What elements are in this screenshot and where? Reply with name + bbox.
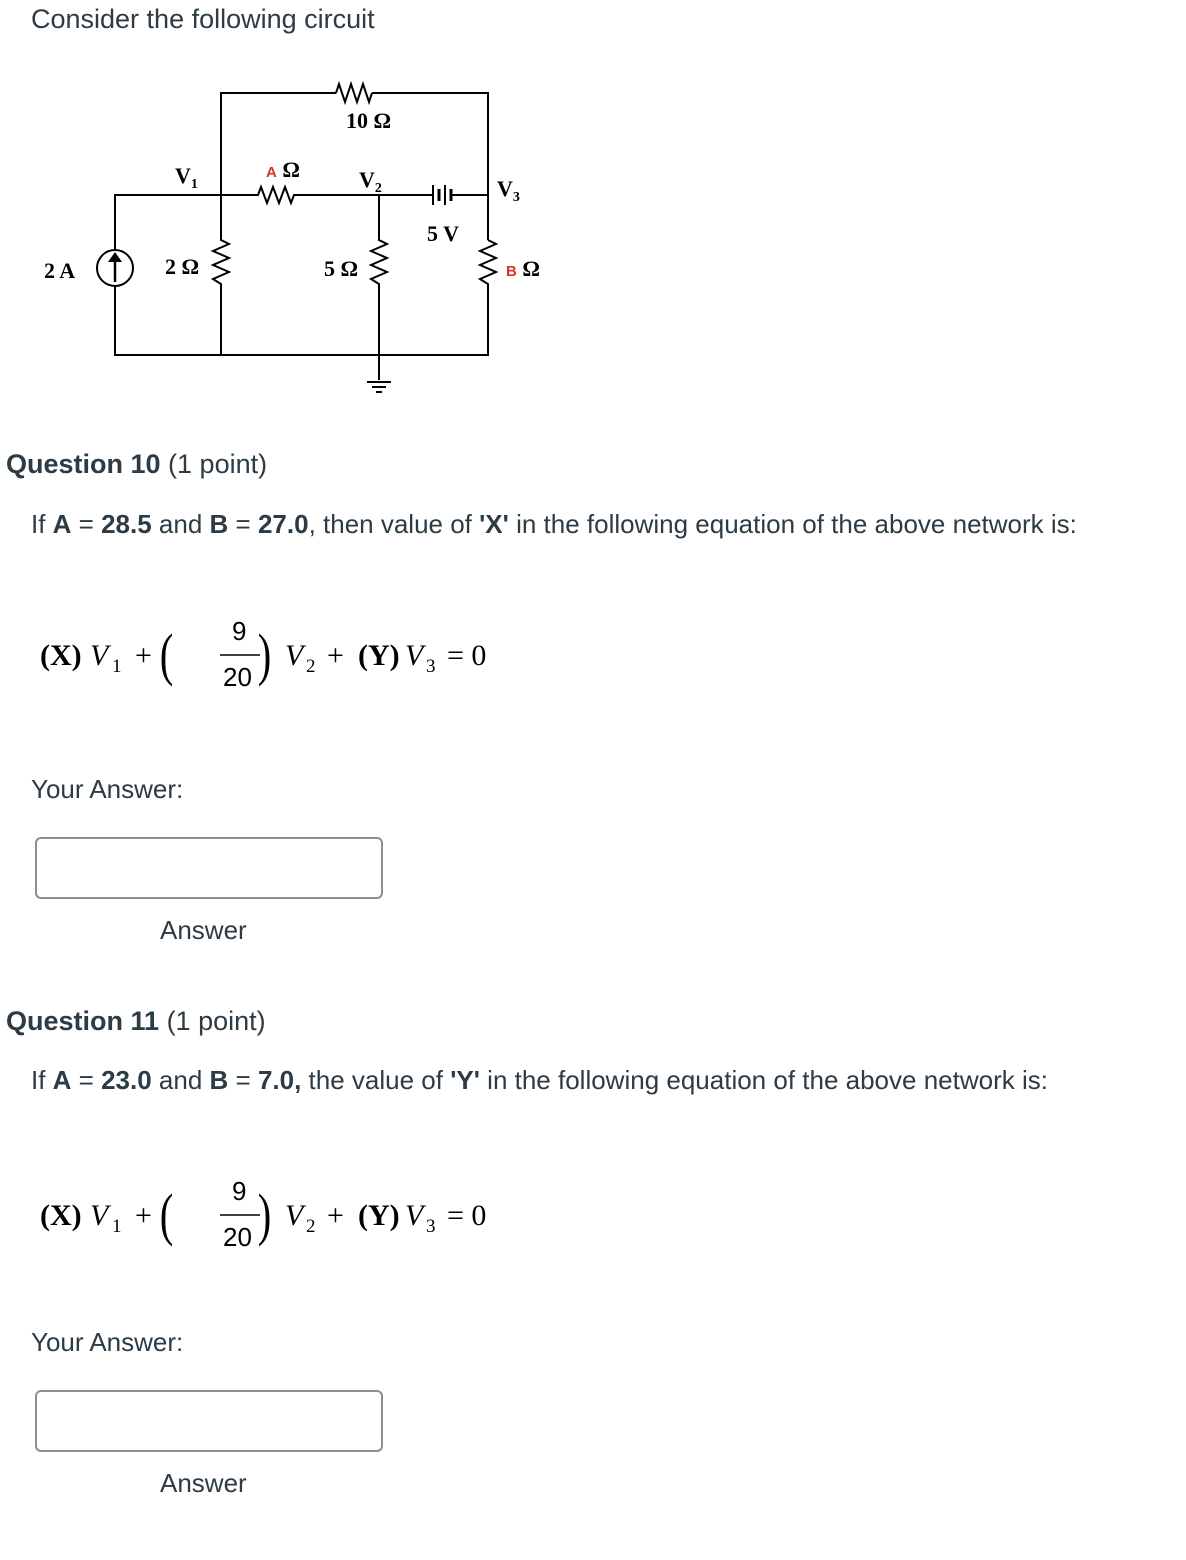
q11-points: (1 point)	[159, 1006, 266, 1036]
svg-text:20: 20	[223, 1222, 252, 1252]
svg-text:= 0: = 0	[447, 639, 487, 672]
label-v1: V	[175, 163, 191, 188]
svg-text:9: 9	[232, 616, 247, 646]
q11-answer-button[interactable]: Answer	[160, 1468, 247, 1498]
q10-points: (1 point)	[160, 449, 268, 479]
svg-text:+: +	[327, 1199, 344, 1232]
svg-text:+: +	[135, 1199, 152, 1232]
q11-answer-input[interactable]	[35, 1390, 383, 1452]
svg-text:V: V	[405, 1199, 424, 1232]
svg-text:9: 9	[232, 1176, 247, 1206]
svg-text:2: 2	[306, 1216, 316, 1237]
svg-text:A Ω	[266, 157, 300, 182]
svg-text:): )	[257, 621, 272, 687]
q11-text: If A = 23.0 and B = 7.0, the value of 'Y' in the following equation of the above network is:	[31, 1065, 1048, 1095]
label-v3: V	[497, 176, 513, 201]
label-2-ohm: 2 Ω	[165, 254, 200, 279]
svg-text:V: V	[285, 639, 304, 672]
svg-text:= 0: = 0	[447, 1199, 487, 1232]
q10-answer-label: Your Answer:	[31, 774, 184, 804]
svg-text:B Ω	[506, 256, 540, 281]
q10-answer-input[interactable]	[35, 837, 383, 899]
label-a-ohm: Ω	[276, 157, 300, 182]
circuit-diagram	[0, 70, 600, 410]
svg-text:V: V	[90, 639, 109, 672]
svg-text:(X): (X)	[40, 639, 82, 672]
svg-text:(X): (X)	[40, 1199, 82, 1232]
q11-answer-label: Your Answer:	[31, 1327, 184, 1357]
q11-equation	[40, 1172, 740, 1252]
svg-text:(: (	[159, 1181, 174, 1247]
label-10-ohm: 10 Ω	[346, 108, 392, 133]
label-v2: V	[359, 167, 375, 192]
svg-text:(: (	[159, 621, 174, 687]
svg-text:1: 1	[112, 656, 122, 677]
label-5-ohm: 5 Ω	[324, 256, 359, 281]
q10-header	[6, 449, 267, 480]
label-b-prefix: B	[506, 263, 517, 280]
svg-text:3: 3	[426, 1216, 436, 1237]
q11-title: Question 11	[6, 1006, 160, 1036]
svg-text:+: +	[135, 639, 152, 672]
svg-text:V2: $V_2$	[359, 167, 382, 196]
svg-text:1: 1	[112, 1216, 122, 1237]
svg-text:): )	[257, 1181, 272, 1247]
svg-text:3: 3	[426, 656, 436, 677]
svg-text:2: 2	[306, 656, 316, 677]
q10-answer-button[interactable]: Answer	[160, 915, 247, 945]
svg-text:V: V	[405, 639, 424, 672]
intro-text: Consider the following circuit	[31, 4, 375, 34]
label-a-prefix: A	[266, 164, 277, 181]
q11-header	[6, 1006, 266, 1037]
svg-text:V3: $V_3$	[497, 176, 520, 205]
svg-text:+: +	[327, 639, 344, 672]
q10-text: If A = 28.5 and B = 27.0, then value of 'X' in the following equation of the above network is:	[31, 509, 1077, 539]
svg-text:20: 20	[223, 662, 252, 692]
label-b-ohm: Ω	[516, 256, 540, 281]
svg-text:(Y): (Y)	[358, 639, 400, 672]
q10-title: Question 10	[6, 449, 161, 479]
label-current-source: 2 A	[44, 258, 76, 283]
svg-text:V1: $V_1$	[175, 163, 198, 192]
svg-text:(Y): (Y)	[358, 1199, 400, 1232]
svg-text:V: V	[285, 1199, 304, 1232]
label-battery: 5 V	[427, 221, 459, 246]
svg-text:V: V	[90, 1199, 109, 1232]
q10-equation	[40, 612, 740, 692]
